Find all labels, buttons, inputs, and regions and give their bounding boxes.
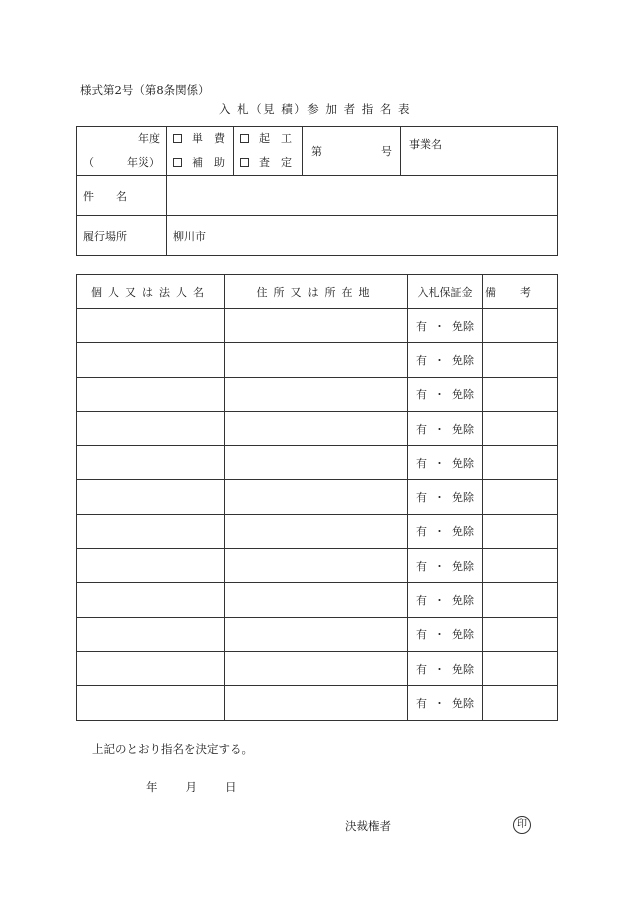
remark-cell[interactable] [483,480,558,514]
deposit-yes[interactable]: 有 [416,353,427,367]
deposit-separator: ・ [434,456,445,470]
deposit-cell[interactable] [408,309,483,343]
deposit-yes[interactable]: 有 [416,696,427,710]
number-suffix: 号 [381,145,392,158]
deposit-cell[interactable] [408,617,483,651]
table-row [77,446,558,480]
bidder-name-cell[interactable] [77,446,225,480]
remark-cell[interactable] [483,617,558,651]
inspection-checkbox[interactable] [240,158,249,167]
remark-cell[interactable] [483,583,558,617]
bidder-address-cell[interactable] [225,309,408,343]
case-label: 件 名 [77,176,167,216]
deposit-separator: ・ [434,422,445,436]
remark-cell[interactable] [483,651,558,685]
table-row [77,411,558,445]
number-prefix: 第 [311,145,322,158]
year-label: 年度 [138,132,160,145]
deposit-exempt[interactable]: 免除 [452,353,474,367]
fiscal-year-cell[interactable] [77,127,167,176]
deposit-separator: ・ [434,594,445,608]
subsidy-checkbox[interactable] [173,158,182,167]
bidder-address-cell[interactable] [225,651,408,685]
project-name-cell[interactable] [401,127,558,176]
bidder-name-cell[interactable] [77,343,225,377]
deposit-cell[interactable] [408,480,483,514]
deposit-yes[interactable]: 有 [416,319,427,333]
bidder-name-cell[interactable] [77,411,225,445]
deposit-exempt[interactable]: 免除 [452,662,474,676]
deposit-separator: ・ [434,525,445,539]
deposit-yes[interactable]: 有 [416,559,427,573]
date-day: 日 [225,780,237,794]
table-row [77,480,558,514]
document-title: 入 札（見 積）参 加 者 指 名 表 [218,102,412,116]
table-row [77,549,558,583]
remark-cell[interactable] [483,446,558,480]
disaster-open: （ [83,156,94,169]
deposit-separator: ・ [434,353,445,367]
bidder-name-cell[interactable] [77,480,225,514]
deposit-exempt[interactable]: 免除 [452,491,474,505]
deposit-yes[interactable]: 有 [416,662,427,676]
bidder-address-cell[interactable] [225,686,408,720]
deposit-separator: ・ [434,662,445,676]
construction-start-checkbox[interactable] [240,134,249,143]
table-row [77,309,558,343]
decision-text: 上記のとおり指名を決定する。 [92,742,253,756]
table-row [77,651,558,685]
deposit-yes[interactable]: 有 [416,525,427,539]
bidder-address-cell[interactable] [225,411,408,445]
bidder-name-cell[interactable] [77,377,225,411]
date-month: 月 [185,780,197,794]
bidder-name-cell[interactable] [77,583,225,617]
disaster-label: 年災） [127,156,160,169]
bidder-name-cell[interactable] [77,549,225,583]
deposit-separator: ・ [434,319,445,333]
deposit-separator: ・ [434,696,445,710]
deposit-yes[interactable]: 有 [416,628,427,642]
deposit-separator: ・ [434,388,445,402]
deposit-exempt[interactable]: 免除 [452,525,474,539]
table-row [77,686,558,720]
bidder-name-cell[interactable] [77,617,225,651]
column-header-remark: 備考 [483,275,558,309]
deposit-yes[interactable]: 有 [416,456,427,470]
project-name-label: 事業名 [409,138,442,151]
form-reference: 様式第2号（第8条関係） [80,83,210,97]
table-row [77,514,558,548]
date-year: 年 [146,780,158,794]
subsidy-label: 補 助 [192,156,225,169]
column-header-name: 個人又は法人名 [77,275,225,309]
bidder-table [76,274,558,721]
remark-cell[interactable] [483,411,558,445]
deposit-cell[interactable] [408,446,483,480]
deposit-cell[interactable] [408,651,483,685]
deposit-yes[interactable]: 有 [416,491,427,505]
seal-mark: 印 [513,816,531,834]
deposit-cell[interactable] [408,514,483,548]
deposit-yes[interactable]: 有 [416,422,427,436]
deposit-cell[interactable] [408,411,483,445]
remark-cell[interactable] [483,514,558,548]
deposit-separator: ・ [434,491,445,505]
funding-cell [167,127,234,176]
deposit-cell[interactable] [408,377,483,411]
table-row [77,617,558,651]
deposit-cell[interactable] [408,343,483,377]
bidder-address-cell[interactable] [225,446,408,480]
remark-cell[interactable] [483,686,558,720]
decision-date[interactable] [146,779,265,795]
bidder-address-cell[interactable] [225,343,408,377]
bidder-address-cell[interactable] [225,480,408,514]
number-cell[interactable] [303,127,401,176]
stage-cell [234,127,303,176]
case-value[interactable] [167,176,558,216]
remark-cell[interactable] [483,377,558,411]
bidder-address-cell[interactable] [225,583,408,617]
deposit-exempt[interactable]: 免除 [452,422,474,436]
deposit-exempt[interactable]: 免除 [452,594,474,608]
deposit-exempt[interactable]: 免除 [452,456,474,470]
deposit-exempt[interactable]: 免除 [452,319,474,333]
inspection-label: 査 定 [259,156,292,169]
location-label: 履行場所 [77,216,167,256]
deposit-exempt[interactable]: 免除 [452,559,474,573]
table-row [77,583,558,617]
single-cost-checkbox[interactable] [173,134,182,143]
deposit-cell[interactable] [408,549,483,583]
column-header-address: 住所又は所在地 [225,275,408,309]
bidder-name-cell[interactable] [77,514,225,548]
deposit-exempt[interactable]: 免除 [452,696,474,710]
deposit-exempt[interactable]: 免除 [452,388,474,402]
single-cost-label: 単 費 [192,132,225,145]
bidder-address-cell[interactable] [225,514,408,548]
remark-cell[interactable] [483,343,558,377]
bidder-name-cell[interactable] [77,651,225,685]
approver-label: 決裁権者 [345,819,391,833]
deposit-cell[interactable] [408,686,483,720]
bidder-address-cell[interactable] [225,377,408,411]
deposit-separator: ・ [434,559,445,573]
column-header-deposit: 入札保証金 [408,275,483,309]
bidder-address-cell[interactable] [225,617,408,651]
remark-cell[interactable] [483,549,558,583]
bidder-name-cell[interactable] [77,686,225,720]
deposit-cell[interactable] [408,583,483,617]
table-row [77,377,558,411]
remark-cell[interactable] [483,309,558,343]
deposit-exempt[interactable]: 免除 [452,628,474,642]
table-row [77,343,558,377]
bidder-name-cell[interactable] [77,309,225,343]
bidder-address-cell[interactable] [225,549,408,583]
deposit-separator: ・ [434,628,445,642]
construction-start-label: 起 工 [259,132,292,145]
deposit-yes[interactable]: 有 [416,388,427,402]
location-value[interactable]: 柳川市 [167,216,558,256]
header-table [76,126,558,256]
deposit-yes[interactable]: 有 [416,594,427,608]
